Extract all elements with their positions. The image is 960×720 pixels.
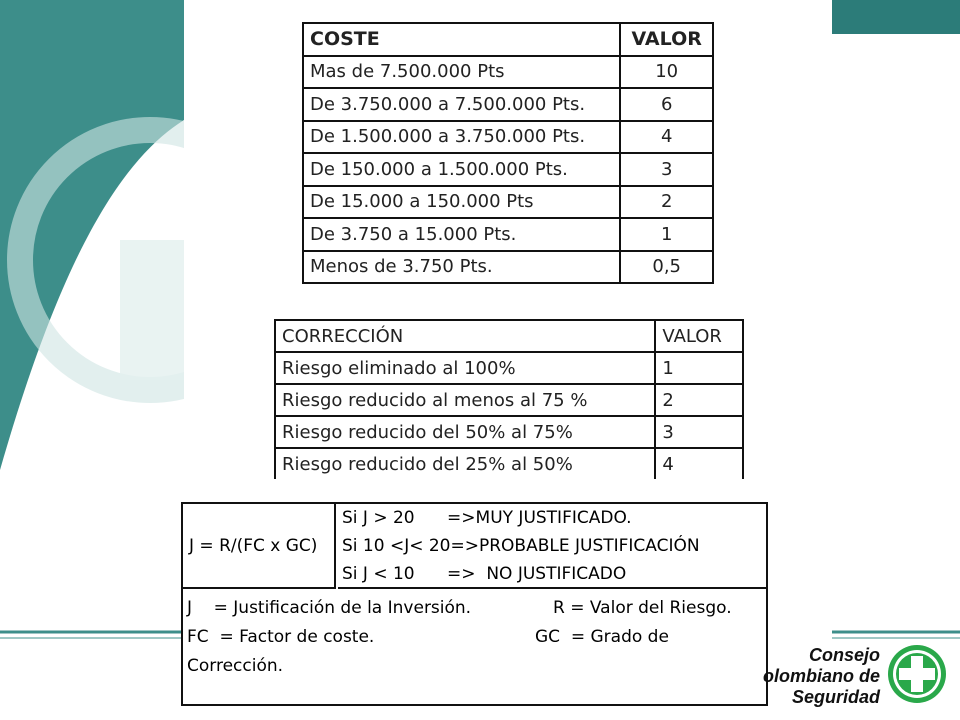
definition-gc: GC = Grado de <box>535 627 669 647</box>
table-row <box>275 352 743 384</box>
rule-line: Si 10 <J< 20=>PROBABLE JUSTIFICACIÓN <box>342 536 700 556</box>
table-row <box>303 218 713 251</box>
table-row <box>303 121 713 154</box>
table-row <box>275 448 743 479</box>
rule-line: Si J > 20 =>MUY JUSTIFICADO. <box>342 508 632 528</box>
cell-valor: 1 <box>620 218 713 251</box>
cell-coste: Menos de 3.750 Pts. <box>303 251 620 284</box>
cell-coste: De 3.750 a 15.000 Pts. <box>303 218 620 251</box>
definitions-row <box>187 623 762 652</box>
table-row <box>303 186 713 219</box>
definition-j: J = Justificación de la Inversión. <box>187 598 472 618</box>
definitions <box>187 594 762 681</box>
cell-coste: Mas de 7.500.000 Pts <box>303 56 620 89</box>
table-row <box>303 56 713 89</box>
table-row <box>303 153 713 186</box>
correccion-table <box>274 319 744 479</box>
cell-valor: 2 <box>620 186 713 219</box>
cell-valor: 6 <box>620 88 713 121</box>
green-cross-icon <box>886 643 948 705</box>
cell-correccion: Riesgo reducido del 50% al 75% <box>275 416 655 448</box>
cell-valor: 3 <box>655 416 743 448</box>
definitions-row <box>187 652 762 681</box>
cell-coste: De 1.500.000 a 3.750.000 Pts. <box>303 121 620 154</box>
justification-rules <box>338 504 766 589</box>
cell-correccion: Riesgo eliminado al 100% <box>275 352 655 384</box>
cell-coste: De 150.000 a 1.500.000 Pts. <box>303 153 620 186</box>
brand-line: Seguridad <box>791 687 880 707</box>
brand-line: olombiano de <box>763 666 880 686</box>
cell-valor: 1 <box>655 352 743 384</box>
table-row <box>275 416 743 448</box>
cell-coste: De 15.000 a 150.000 Pts <box>303 186 620 219</box>
brand-line: Consejo <box>808 645 880 665</box>
table-row <box>275 384 743 416</box>
cell-correccion: Riesgo reducido al menos al 75 % <box>275 384 655 416</box>
table-header-row <box>275 320 743 352</box>
cell-correccion: Riesgo reducido del 25% al 50% <box>275 448 655 479</box>
cell-valor: 0,5 <box>620 251 713 284</box>
definition-gc-continued: Corrección. <box>187 656 284 676</box>
cell-valor: 2 <box>655 384 743 416</box>
definition-r: R = Valor del Riesgo. <box>553 598 732 618</box>
cell-valor: 4 <box>620 121 713 154</box>
definition-fc: FC = Factor de coste. <box>187 627 375 647</box>
header-correccion: CORRECCIÓN <box>275 320 655 352</box>
definitions-row <box>187 594 762 623</box>
table-row <box>303 88 713 121</box>
justification-box <box>181 502 768 706</box>
header-valor: VALOR <box>655 320 743 352</box>
cell-coste: De 3.750.000 a 7.500.000 Pts. <box>303 88 620 121</box>
brand-name <box>760 645 880 708</box>
cell-valor: 4 <box>655 448 743 479</box>
header-valor: VALOR <box>620 23 713 56</box>
rule-line: Si J < 10 => NO JUSTIFICADO <box>342 564 627 584</box>
header-coste: COSTE <box>303 23 620 56</box>
justification-formula: J = R/(FC x GC) <box>183 504 336 589</box>
cell-valor: 10 <box>620 56 713 89</box>
table-header-row <box>303 23 713 56</box>
table-row <box>303 251 713 284</box>
coste-table <box>302 22 714 284</box>
cell-valor: 3 <box>620 153 713 186</box>
